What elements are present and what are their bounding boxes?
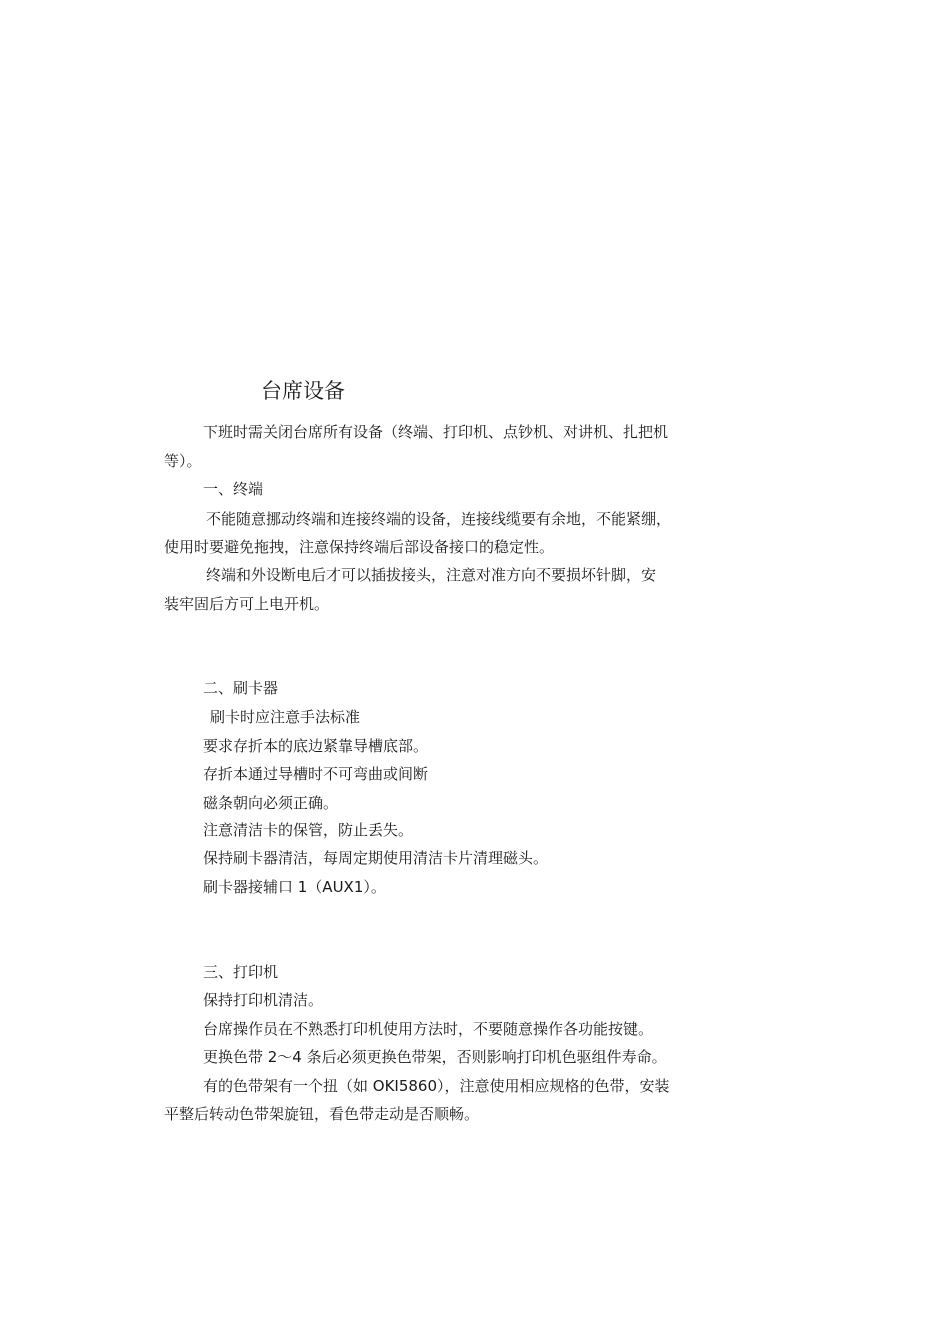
page-title: 台席设备 (261, 379, 345, 403)
card-reader-line-6: 保持刷卡器清洁，每周定期使用清洁卡片清理磁头。 (203, 849, 549, 867)
intro-line-1: 下班时需关闭台席所有设备（终端、打印机、点钞机、对讲机、扎把机 (203, 423, 669, 441)
printer-line-2: 台席操作员在不熟悉打印机使用方法时，不要随意操作各功能按键。 (203, 1020, 654, 1038)
section-heading-printer: 三、打印机 (203, 963, 279, 981)
section-heading-terminal: 一、终端 (203, 480, 264, 498)
intro-line-2: 等）。 (164, 452, 202, 470)
printer-line-3: 更换色带 2～4 条后必须更换色带架，否则影响打印机色驱组件寿命。 (203, 1048, 667, 1066)
card-reader-line-2: 要求存折本的底边紧靠导槽底部。 (203, 737, 429, 755)
printer-line-4: 有的色带架有一个扭（如 OKI5860），注意使用相应规格的色带，安装 (203, 1077, 670, 1095)
section-heading-card-reader: 二、刷卡器 (203, 679, 279, 697)
terminal-line-1: 不能随意挪动终端和连接终端的设备，连接线缆要有余地，不能紧绷， (206, 510, 672, 528)
card-reader-line-4: 磁条朝向必须正确。 (203, 794, 339, 812)
terminal-line-3: 终端和外设断电后才可以插拔接头，注意对准方向不要损坏针脚，安 (206, 566, 657, 584)
card-reader-line-3: 存折本通过导槽时不可弯曲或间断 (203, 765, 429, 783)
card-reader-line-7: 刷卡器接辅口 1（AUX1）。 (203, 878, 386, 896)
card-reader-line-5: 注意清洁卡的保管，防止丢失。 (203, 821, 414, 839)
printer-line-5: 平整后转动色带架旋钮，看色带走动是否顺畅。 (164, 1105, 480, 1123)
terminal-line-4: 装牢固后方可上电开机。 (164, 595, 330, 613)
printer-line-1: 保持打印机清洁。 (203, 991, 324, 1009)
terminal-line-2: 使用时要避免拖拽，注意保持终端后部设备接口的稳定性。 (164, 538, 555, 556)
card-reader-line-1: 刷卡时应注意手法标准 (210, 708, 361, 726)
